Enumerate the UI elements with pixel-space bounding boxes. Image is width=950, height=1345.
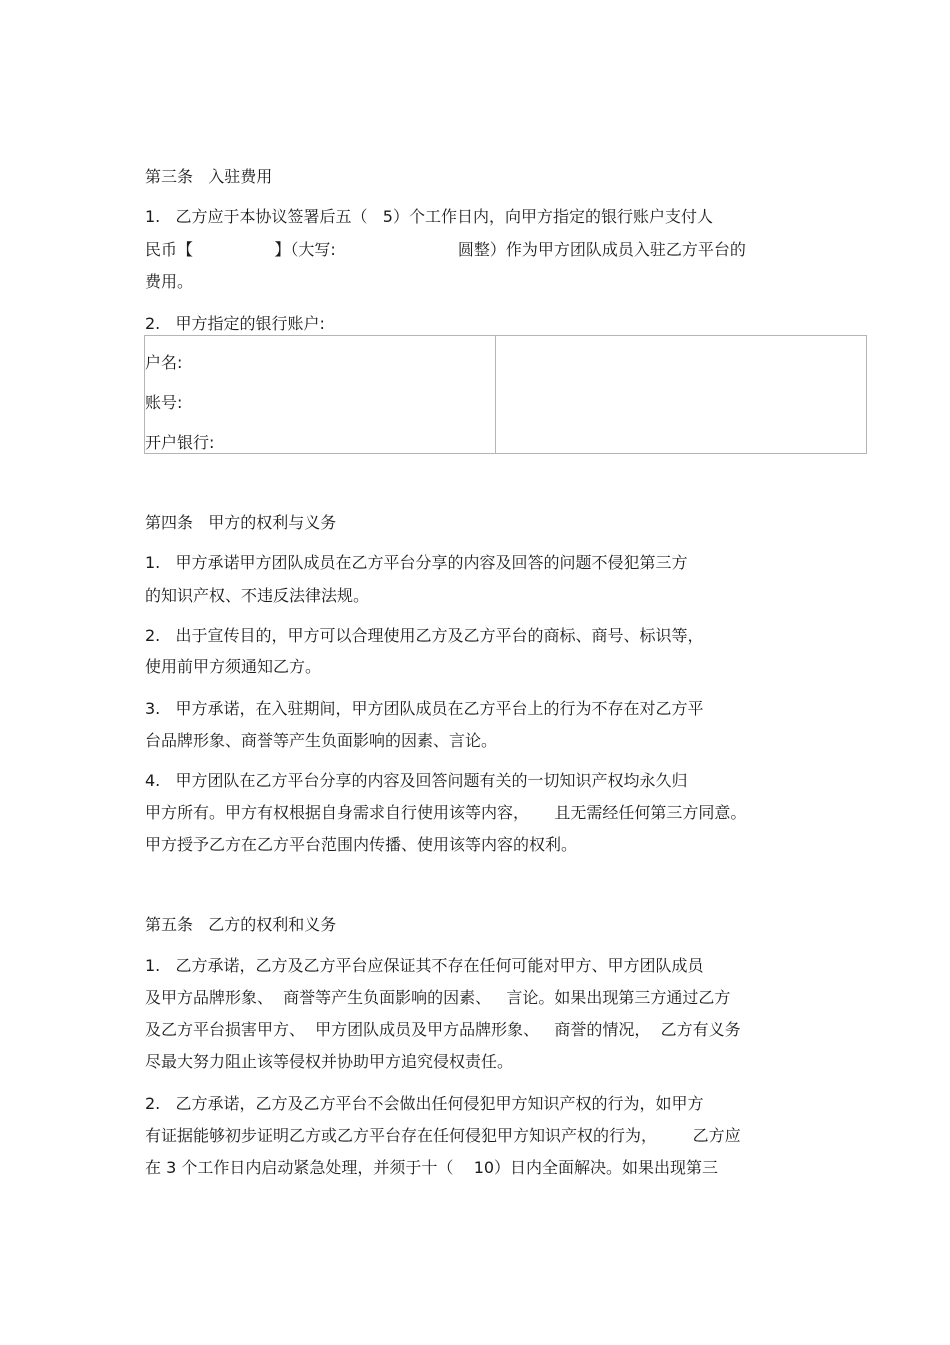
- article-5-para-2-line-2: 有证据能够初步证明乙方或乙方平台存在任何侵犯甲方知识产权的行为， 乙方应: [145, 1126, 741, 1145]
- bank-account-table: [144, 335, 867, 454]
- article-4-para-1-line-2: 的知识产权、不违反法律法规。: [145, 586, 370, 605]
- article-3-heading: 第三条 入驻费用: [145, 167, 273, 186]
- article-5-para-2-line-1: 2. 乙方承诺，乙方及乙方平台不会做出任何侵犯甲方知识产权的行为，如甲方: [145, 1094, 704, 1113]
- table-column-divider: [495, 336, 496, 453]
- article-4-para-3-line-2: 台品牌形象、商誉等产生负面影响的因素、言论。: [145, 731, 498, 750]
- article-4-para-3-line-1: 3. 甲方承诺，在入驻期间，甲方团队成员在乙方平台上的行为不存在对乙方平: [145, 699, 704, 718]
- article-4-para-4-line-1: 4. 甲方团队在乙方平台分享的内容及回答问题有关的一切知识产权均永久归: [145, 771, 688, 790]
- article-5-para-2-line-3: 在 3 个工作日内启动紧急处理，并须于十（ 10）日内全面解决。如果出现第三: [145, 1158, 719, 1177]
- article-3-para-2: 2. 甲方指定的银行账户:: [145, 314, 325, 333]
- article-3-para-1-line-1: 1. 乙方应于本协议签署后五（ 5）个工作日内，向甲方指定的银行账户支付人: [145, 207, 713, 226]
- article-5-para-1-line-1: 1. 乙方承诺，乙方及乙方平台应保证其不存在任何可能对甲方、甲方团队成员: [145, 956, 704, 975]
- article-4-para-4-line-2: 甲方所有。甲方有权根据自身需求自行使用该等内容， 且无需经任何第三方同意。: [145, 803, 747, 822]
- article-4-heading: 第四条 甲方的权利与义务: [145, 513, 337, 532]
- article-3-para-1-line-2: 民币【 】（大写: 圆整）作为甲方团队成员入驻乙方平台的: [145, 240, 746, 259]
- article-5-para-1-line-3: 及乙方平台损害甲方、 甲方团队成员及甲方品牌形象、 商誉的情况， 乙方有义务: [145, 1020, 741, 1039]
- article-4-para-4-line-3: 甲方授予乙方在乙方平台范围内传播、使用该等内容的权利。: [145, 835, 578, 854]
- article-4-para-1-line-1: 1. 甲方承诺甲方团队成员在乙方平台分享的内容及回答的问题不侵犯第三方: [145, 553, 688, 572]
- article-5-heading: 第五条 乙方的权利和义务: [145, 915, 337, 934]
- article-5-para-1-line-2: 及甲方品牌形象、 商誉等产生负面影响的因素、 言论。如果出现第三方通过乙方: [145, 988, 731, 1007]
- article-4-para-2-line-2: 使用前甲方须通知乙方。: [145, 657, 322, 676]
- account-number-label: 账号:: [145, 393, 183, 412]
- article-5-para-1-line-4: 尽最大努力阻止该等侵权并协助甲方追究侵权责任。: [145, 1052, 514, 1071]
- article-3-para-1-line-3: 费用。: [145, 272, 194, 291]
- account-name-label: 户名:: [145, 353, 183, 372]
- article-4-para-2-line-1: 2. 出于宣传目的，甲方可以合理使用乙方及乙方平台的商标、商号、标识等，: [145, 626, 704, 645]
- bank-name-label: 开户银行:: [145, 433, 215, 452]
